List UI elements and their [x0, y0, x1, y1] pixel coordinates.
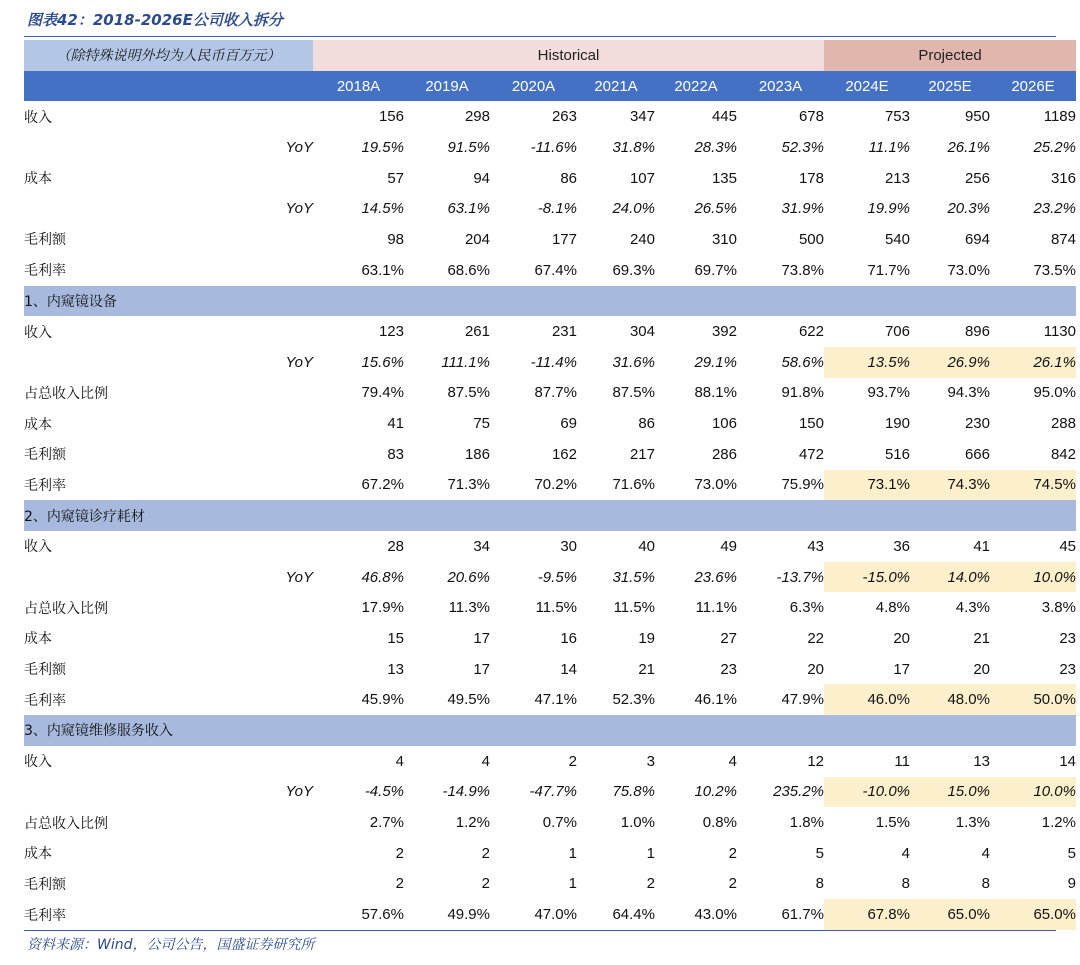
value-cell: 4 [728, 752, 737, 770]
year-header-2019a: 2019A [404, 71, 490, 102]
value-cell: 74.3% [910, 470, 990, 501]
value-cell: 156 [378, 108, 404, 126]
yoy-row [24, 193, 1076, 224]
value-cell: 10.0% [990, 777, 1076, 808]
figure-title: 图表42：2018-2026E公司收入拆分 [27, 11, 283, 29]
value-cell: 20 [973, 660, 990, 678]
section-title: 2、内窥镜诊疗耗材 [24, 500, 1076, 531]
value-cell: 694 [964, 230, 990, 248]
year-header-blank [24, 71, 313, 102]
value-cell: 4.8% [875, 599, 910, 617]
row-label: 成本 [24, 416, 52, 433]
value-cell: 177 [551, 230, 577, 248]
year-header-2018a: 2018A [313, 71, 404, 102]
value-cell: 46.0% [824, 684, 910, 715]
value-cell: 17 [893, 660, 910, 678]
section-title: 1、内窥镜设备 [24, 286, 1076, 317]
value-cell: 67.2% [361, 476, 404, 494]
row-label: 成本 [24, 631, 52, 648]
title-rule [24, 36, 1056, 37]
row-label: 占总收入比例 [24, 385, 108, 402]
value-cell: 28.3% [694, 138, 737, 156]
row-label-blank [24, 132, 220, 163]
value-cell: 622 [798, 323, 824, 341]
yoy-label: YoY [285, 138, 313, 156]
value-cell: 73.1% [824, 470, 910, 501]
value-cell: 106 [711, 415, 737, 433]
value-cell: 63.1% [447, 200, 490, 218]
value-cell: 31.5% [612, 568, 655, 586]
value-cell: 0.7% [542, 814, 577, 832]
table-row [24, 408, 1076, 439]
value-cell: 69.7% [694, 261, 737, 279]
value-cell: 71.3% [447, 476, 490, 494]
value-cell: 75 [473, 415, 490, 433]
value-cell: 47.9% [781, 691, 824, 709]
value-cell: 6.3% [789, 599, 824, 617]
value-cell: 23 [1059, 629, 1076, 647]
value-cell: 162 [551, 445, 577, 463]
value-cell: 11.3% [448, 599, 490, 617]
row-label-blank [24, 777, 220, 808]
value-cell: 111.1% [441, 353, 490, 371]
value-cell: 213 [884, 169, 910, 187]
row-label: 收入 [24, 754, 52, 771]
value-cell: 21 [638, 660, 655, 678]
value-cell: 70.2% [534, 476, 577, 494]
value-cell: 2 [395, 844, 404, 862]
value-cell: 65.0% [910, 899, 990, 930]
value-cell: 874 [1050, 230, 1076, 248]
value-cell: 52.3% [781, 138, 824, 156]
value-cell: 10.0% [990, 562, 1076, 593]
value-cell: 235.2% [773, 783, 824, 801]
table-row [24, 316, 1076, 347]
yoy-label: YoY [285, 783, 313, 801]
yoy-label: YoY [285, 353, 313, 371]
value-cell: -11.4% [530, 353, 577, 371]
value-cell: 45.9% [361, 691, 404, 709]
row-label: 成本 [24, 846, 52, 863]
table-row [24, 163, 1076, 194]
table-row [24, 746, 1076, 777]
value-cell: 178 [798, 169, 824, 187]
value-cell: 1.2% [1041, 814, 1076, 832]
value-cell: 15 [387, 629, 404, 647]
section-header-row [24, 500, 1076, 531]
value-cell: 88.1% [694, 384, 737, 402]
value-cell: 20.6% [447, 568, 490, 586]
value-cell: 2 [568, 752, 577, 770]
value-cell: 16 [560, 629, 577, 647]
value-cell: 87.7% [534, 384, 577, 402]
value-cell: 392 [711, 323, 737, 341]
table-row [24, 654, 1076, 685]
year-header-2026e: 2026E [990, 71, 1076, 102]
year-header-2020a: 2020A [490, 71, 577, 102]
value-cell: 347 [629, 108, 655, 126]
value-cell: 26.5% [694, 200, 737, 218]
value-cell: 204 [464, 230, 490, 248]
value-cell: 240 [629, 230, 655, 248]
value-cell: 1.2% [455, 814, 490, 832]
value-cell: 11 [894, 752, 910, 770]
yoy-label: YoY [285, 568, 313, 586]
value-cell: 20 [893, 629, 910, 647]
row-label: 毛利率 [24, 907, 66, 924]
value-cell: 71.7% [867, 261, 910, 279]
value-cell: 45 [1059, 537, 1076, 555]
value-cell: 26.9% [910, 347, 990, 378]
value-cell: 29.1% [694, 353, 737, 371]
value-cell: 98 [387, 230, 404, 248]
value-cell: 4.3% [955, 599, 990, 617]
value-cell: 73.5% [1033, 261, 1076, 279]
row-label: 毛利率 [24, 692, 66, 709]
value-cell: -13.7% [776, 568, 824, 586]
value-cell: 67.8% [824, 899, 910, 930]
value-cell: 36 [893, 537, 910, 555]
year-header-2025e: 2025E [910, 71, 990, 102]
value-cell: 263 [551, 108, 577, 126]
value-cell: 58.6% [781, 353, 824, 371]
row-label: 收入 [24, 539, 52, 556]
value-cell: 75.8% [612, 783, 655, 801]
row-label: 毛利额 [24, 662, 66, 679]
value-cell: 41 [387, 415, 404, 433]
row-label: 收入 [24, 109, 52, 126]
value-cell: 5 [1067, 844, 1076, 862]
value-cell: 14.5% [361, 200, 404, 218]
value-cell: 25.2% [1033, 138, 1076, 156]
table-row [24, 255, 1076, 286]
year-header-row [24, 71, 1076, 102]
row-label: 毛利额 [24, 232, 66, 249]
value-cell: 217 [629, 445, 655, 463]
value-cell: 950 [964, 108, 990, 126]
value-cell: -10.0% [824, 777, 910, 808]
value-cell: 230 [964, 415, 990, 433]
value-cell: 2.7% [369, 814, 404, 832]
value-cell: 57 [387, 169, 404, 187]
value-cell: 87.5% [447, 384, 490, 402]
value-cell: 1 [568, 844, 577, 862]
value-cell: 2 [646, 875, 655, 893]
row-label: 占总收入比例 [24, 815, 108, 832]
value-cell: 27 [720, 629, 737, 647]
value-cell: 896 [964, 323, 990, 341]
table-row [24, 224, 1076, 255]
value-cell: 14 [560, 660, 577, 678]
row-label: 毛利额 [24, 447, 66, 464]
value-cell: 40 [638, 537, 655, 555]
value-cell: 48.0% [910, 684, 990, 715]
value-cell: 123 [378, 323, 404, 341]
value-cell: 14 [1059, 752, 1076, 770]
value-cell: 83 [387, 445, 404, 463]
value-cell: 86 [638, 415, 655, 433]
value-cell: 64.4% [612, 906, 655, 924]
row-label: 毛利率 [24, 477, 66, 494]
value-cell: 2 [728, 875, 737, 893]
value-cell: 8 [981, 875, 990, 893]
value-cell: 57.6% [361, 906, 404, 924]
value-cell: 15.6% [361, 353, 404, 371]
value-cell: 2 [395, 875, 404, 893]
table-row [24, 378, 1076, 409]
value-cell: 0.8% [702, 814, 737, 832]
value-cell: 94 [473, 169, 490, 187]
value-cell: 31.8% [612, 138, 655, 156]
yoy-row [24, 562, 1076, 593]
value-cell: 3.8% [1041, 599, 1076, 617]
value-cell: 67.4% [534, 261, 577, 279]
value-cell: 150 [798, 415, 824, 433]
value-cell: 500 [798, 230, 824, 248]
value-cell: 94.3% [947, 384, 990, 402]
value-cell: 135 [711, 169, 737, 187]
value-cell: 41 [973, 537, 990, 555]
value-cell: 73.0% [947, 261, 990, 279]
value-cell: 2 [728, 844, 737, 862]
value-cell: 2 [481, 844, 490, 862]
value-cell: 49.5% [447, 691, 490, 709]
value-cell: 15.0% [910, 777, 990, 808]
value-cell: 43.0% [694, 906, 737, 924]
value-cell: 445 [711, 108, 737, 126]
section-header-row [24, 715, 1076, 746]
value-cell: 4 [395, 752, 404, 770]
value-cell: 1.0% [620, 814, 655, 832]
source-rule [24, 930, 1056, 931]
value-cell: 11.1% [695, 599, 737, 617]
yoy-row [24, 347, 1076, 378]
value-cell: 13.5% [824, 347, 910, 378]
projected-header: Projected [824, 40, 1076, 71]
value-cell: 93.7% [867, 384, 910, 402]
value-cell: 11.1% [868, 138, 910, 156]
table-row [24, 470, 1076, 501]
row-label-blank [24, 347, 220, 378]
year-header-2023a: 2023A [737, 71, 824, 102]
value-cell: 304 [629, 323, 655, 341]
value-cell: 678 [798, 108, 824, 126]
value-cell: 1.3% [955, 814, 990, 832]
value-cell: 1 [568, 875, 577, 893]
value-cell: 516 [884, 445, 910, 463]
table-row [24, 684, 1076, 715]
table-row [24, 592, 1076, 623]
value-cell: 47.0% [534, 906, 577, 924]
value-cell: -15.0% [824, 562, 910, 593]
value-cell: 10.2% [694, 783, 737, 801]
value-cell: 69 [560, 415, 577, 433]
value-cell: 69.3% [612, 261, 655, 279]
value-cell: 87.5% [612, 384, 655, 402]
table-row [24, 838, 1076, 869]
year-header-2024e: 2024E [824, 71, 910, 102]
value-cell: 63.1% [361, 261, 404, 279]
value-cell: 34 [473, 537, 490, 555]
value-cell: 8 [901, 875, 910, 893]
value-cell: 256 [964, 169, 990, 187]
value-cell: 31.9% [781, 200, 824, 218]
value-cell: 31.6% [612, 353, 655, 371]
value-cell: 5 [815, 844, 824, 862]
value-cell: 316 [1050, 169, 1076, 187]
value-cell: 1189 [1043, 108, 1076, 126]
section-title: 3、内窥镜维修服务收入 [24, 715, 1076, 746]
value-cell: 19.9% [867, 200, 910, 218]
value-cell: 310 [711, 230, 737, 248]
value-cell: 91.8% [781, 384, 824, 402]
value-cell: 540 [884, 230, 910, 248]
value-cell: 12 [807, 752, 824, 770]
value-cell: 231 [551, 323, 577, 341]
value-cell: 49 [720, 537, 737, 555]
row-label-blank [24, 562, 220, 593]
value-cell: 17 [473, 660, 490, 678]
value-cell: 30 [560, 537, 577, 555]
value-cell: 666 [964, 445, 990, 463]
value-cell: 11.5% [613, 599, 655, 617]
row-label: 毛利额 [24, 876, 66, 893]
value-cell: 24.0% [612, 200, 655, 218]
yoy-row [24, 777, 1076, 808]
value-cell: 261 [464, 323, 490, 341]
value-cell: 14.0% [910, 562, 990, 593]
revenue-breakdown-table [24, 40, 1076, 930]
value-cell: 19 [638, 629, 655, 647]
value-cell: 75.9% [781, 476, 824, 494]
value-cell: 19.5% [361, 138, 404, 156]
value-cell: 91.5% [447, 138, 490, 156]
value-cell: -11.6% [530, 138, 577, 156]
yoy-row [24, 132, 1076, 163]
value-cell: 842 [1050, 445, 1076, 463]
value-cell: 186 [464, 445, 490, 463]
value-cell: 61.7% [781, 906, 824, 924]
value-cell: 3 [646, 752, 655, 770]
table-row [24, 899, 1076, 930]
row-label-blank [24, 193, 220, 224]
value-cell: 1130 [1043, 323, 1076, 341]
value-cell: 4 [901, 844, 910, 862]
section-header-row [24, 286, 1076, 317]
value-cell: 43 [807, 537, 824, 555]
row-label: 占总收入比例 [24, 600, 108, 617]
value-cell: 52.3% [612, 691, 655, 709]
historical-header: Historical [313, 40, 824, 71]
value-cell: 17.9% [361, 599, 404, 617]
value-cell: 22 [807, 629, 824, 647]
table-row [24, 531, 1076, 562]
value-cell: 23.6% [694, 568, 737, 586]
value-cell: 1.5% [875, 814, 910, 832]
value-cell: -8.1% [537, 200, 577, 218]
header-group-row [24, 40, 1076, 71]
source-note: 资料来源：Wind，公司公告，国盛证券研究所 [27, 937, 315, 953]
value-cell: 79.4% [361, 384, 404, 402]
value-cell: 68.6% [447, 261, 490, 279]
row-label: 毛利率 [24, 263, 66, 280]
value-cell: 706 [884, 323, 910, 341]
value-cell: 46.1% [694, 691, 737, 709]
year-header-2022a: 2022A [655, 71, 737, 102]
value-cell: 21 [973, 629, 990, 647]
value-cell: 20.3% [947, 200, 990, 218]
value-cell: -47.7% [529, 783, 577, 801]
value-cell: 71.6% [612, 476, 655, 494]
value-cell: 74.5% [990, 470, 1076, 501]
value-cell: 23 [1059, 660, 1076, 678]
value-cell: 13 [973, 752, 990, 770]
value-cell: 472 [798, 445, 824, 463]
value-cell: 95.0% [1033, 384, 1076, 402]
value-cell: 298 [464, 108, 490, 126]
table-row [24, 623, 1076, 654]
value-cell: 4 [981, 844, 990, 862]
value-cell: 20 [807, 660, 824, 678]
row-label: 成本 [24, 171, 52, 188]
table-row [24, 869, 1076, 900]
value-cell: 9 [1067, 875, 1076, 893]
value-cell: 17 [473, 629, 490, 647]
value-cell: 86 [560, 169, 577, 187]
value-cell: 46.8% [361, 568, 404, 586]
value-cell: 107 [629, 169, 655, 187]
value-cell: 2 [481, 875, 490, 893]
value-cell: 28 [387, 537, 404, 555]
value-cell: 1 [646, 844, 655, 862]
value-cell: 49.9% [447, 906, 490, 924]
value-cell: 23.2% [1033, 200, 1076, 218]
value-cell: -4.5% [364, 783, 404, 801]
value-cell: 65.0% [990, 899, 1076, 930]
value-cell: 23 [720, 660, 737, 678]
value-cell: 47.1% [534, 691, 577, 709]
value-cell: 73.0% [694, 476, 737, 494]
unit-note: （除特殊说明外均为人民币百万元） [24, 40, 313, 71]
value-cell: 13 [387, 660, 404, 678]
value-cell: 4 [481, 752, 490, 770]
value-cell: 11.5% [535, 599, 577, 617]
table-row [24, 439, 1076, 470]
table-row [24, 807, 1076, 838]
value-cell: 8 [815, 875, 824, 893]
value-cell: 50.0% [990, 684, 1076, 715]
yoy-label: YoY [285, 200, 313, 218]
row-label: 收入 [24, 324, 52, 341]
value-cell: 286 [711, 445, 737, 463]
value-cell: 26.1% [990, 347, 1076, 378]
value-cell: 73.8% [781, 261, 824, 279]
value-cell: 1.8% [789, 814, 824, 832]
value-cell: 26.1% [947, 138, 990, 156]
value-cell: 288 [1050, 415, 1076, 433]
value-cell: -14.9% [442, 783, 490, 801]
table-row [24, 101, 1076, 132]
year-header-2021a: 2021A [577, 71, 655, 102]
value-cell: 190 [884, 415, 910, 433]
value-cell: 753 [884, 108, 910, 126]
value-cell: -9.5% [537, 568, 577, 586]
